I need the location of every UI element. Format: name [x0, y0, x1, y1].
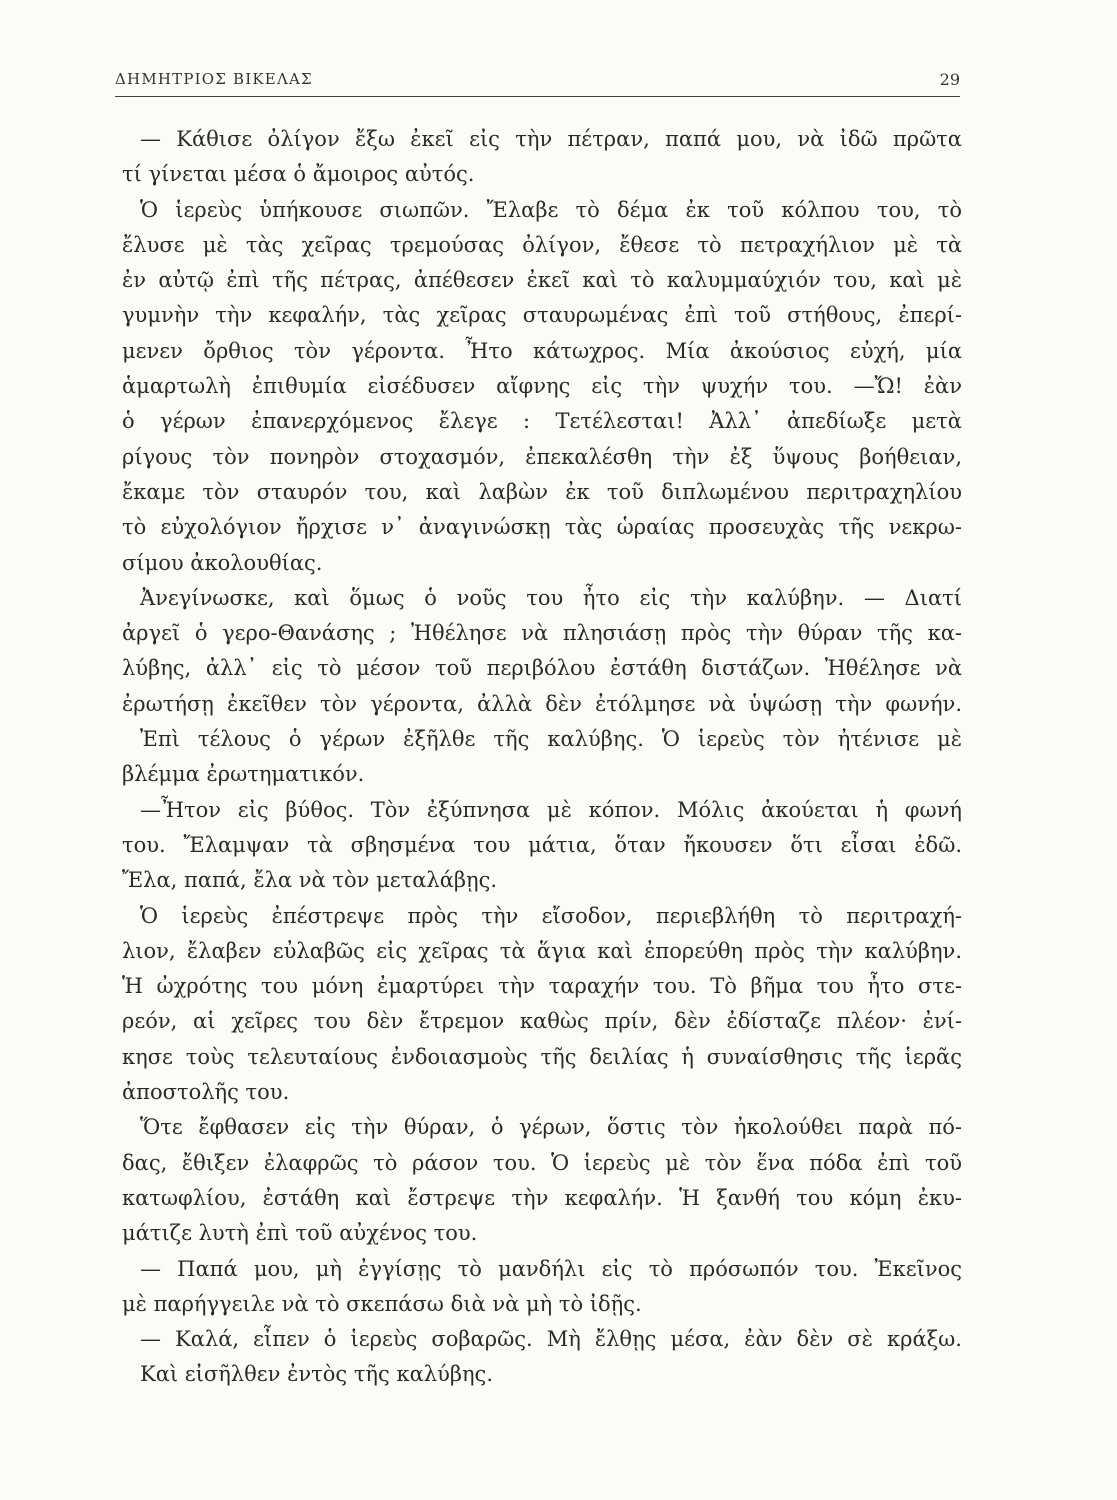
- text-line: τί γίνεται μέσα ὁ ἄμοιρος αὐτός.: [122, 162, 475, 187]
- text-line: λιον, ἔλαβεν εὐλαβῶς εἰς χεῖρας τὰ ἅγια καὶ ἐπορεύθη πρὸς τὴν καλύβην.: [122, 938, 962, 963]
- text-line: Ὅτε ἔφθασεν εἰς τὴν θύραν, ὁ γέρων, ὅστις τὸν ἠκολούθει παρὰ πό-: [140, 1115, 962, 1140]
- text-line: κατωφλίου, ἐστάθη καὶ ἔστρεψε τὴν κεφαλήν. Ἡ ξανθή του κόμη ἐκυ-: [122, 1185, 962, 1210]
- text-line: κησε τοὺς τελευταίους ἐνδοιασμοὺς τῆς δειλίας ἡ συναίσθησις τῆς ἱερᾶς: [122, 1044, 962, 1069]
- text-line: Ὁ ἱερεὺς ὑπήκουσε σιωπῶν. Ἔλαβε τὸ δέμα ἐκ τοῦ κόλπου του, τὸ: [140, 197, 962, 222]
- text-line: ἁμαρτωλὴ ἐπιθυμία εἰσέδυσεν αἴφνης εἰς τὴν ψυχήν του. —Ὤ! ἐὰν: [122, 374, 962, 399]
- text-line: βλέμμα ἐρωτηματικόν.: [122, 762, 365, 787]
- text-line: — Κάθισε ὀλίγον ἔξω ἐκεῖ εἰς τὴν πέτραν, παπά μου, νὰ ἰδῶ πρῶτα: [140, 127, 962, 151]
- body-text: [122, 122, 962, 1393]
- text-line: ἐν αὐτῷ ἐπὶ τῆς πέτρας, ἀπέθεσεν ἐκεῖ καὶ τὸ καλυμμαύχιόν του, καὶ μὲ: [122, 268, 962, 293]
- text-line: ἔκαμε τὸν σταυρόν του, καὶ λαβὼν ἐκ τοῦ διπλωμένου περιτραχηλίου: [122, 479, 962, 504]
- text-line: δας, ἔθιξεν ἐλαφρῶς τὸ ράσον του. Ὁ ἱερεὺς μὲ τὸν ἕνα πόδα ἐπὶ τοῦ: [122, 1150, 962, 1175]
- text-line: Ὁ ἱερεὺς ἐπέστρεψε πρὸς τὴν εἴσοδον, περιεβλήθη τὸ περιτραχή-: [140, 903, 962, 928]
- text-line: μάτιζε λυτὴ ἐπὶ τοῦ αὐχένος του.: [122, 1221, 478, 1246]
- header-author: ΔΗΜΗΤΡΙΟΣ ΒΙΚΕΛΑΣ: [115, 70, 313, 88]
- text-line: ὁ γέρων ἐπανερχόμενος ἔλεγε : Τετέλεσται! Ἀλλ᾽ ἀπεδίωξε μετὰ: [122, 409, 962, 434]
- text-line: ἐρωτήσῃ ἐκεῖθεν τὸν γέροντα, ἀλλὰ δὲν ἐτόλμησε νὰ ὑψώσῃ τὴν φωνήν.: [122, 691, 962, 716]
- text-line: ἀποστολῆς του.: [122, 1080, 290, 1105]
- text-line: τὸ εὐχολόγιον ἤρχισε ν᾽ ἀναγινώσκῃ τὰς ὡραίας προσευχὰς τῆς νεκρω-: [122, 515, 962, 540]
- text-line: σίμου ἀκολουθίας.: [122, 550, 323, 575]
- text-line: λύβης, ἀλλ᾽ εἰς τὸ μέσον τοῦ περιβόλου ἐστάθη διστάζων. Ἠθέλησε νὰ: [122, 656, 962, 681]
- text-line: Ἡ ὠχρότης του μόνη ἐμαρτύρει τὴν ταραχήν του. Τὸ βῆμα του ἦτο στε-: [122, 974, 962, 999]
- text-line: μενεν ὄρθιος τὸν γέροντα. Ἦτο κάτωχρος. Μία ἀκούσιος εὐχή, μία: [122, 338, 962, 363]
- text-line: ἀργεῖ ὁ γερο-Θανάσης ; Ἠθέλησε νὰ πλησιάσῃ πρὸς τὴν θύραν τῆς κα-: [122, 621, 962, 646]
- page-number: 29: [939, 70, 960, 89]
- text-line: — Παπά μου, μὴ ἐγγίσῃς τὸ μανδήλι εἰς τὸ πρόσωπόν του. Ἐκεῖνος: [140, 1256, 962, 1281]
- text-line: — Καλά, εἶπεν ὁ ἱερεὺς σοβαρῶς. Μὴ ἔλθῃς μέσα, ἐὰν δὲν σὲ κράξω.: [140, 1327, 962, 1352]
- text-line: ρεόν, αἱ χεῖρες του δὲν ἔτρεμον καθὼς πρίν, δὲν ἐδίσταζε πλέον· ἐνί-: [122, 1009, 962, 1034]
- running-header: [115, 64, 960, 98]
- text-line: Ἔλα, παπά, ἔλα νὰ τὸν μεταλάβῃς.: [122, 868, 498, 893]
- text-line: Ἐπὶ τέλους ὁ γέρων ἐξῆλθε τῆς καλύβης. Ὁ ἱερεὺς τὸν ἠτένισε μὲ: [140, 727, 962, 752]
- header-rule: [115, 96, 960, 97]
- text-line: γυμνὴν τὴν κεφαλήν, τὰς χεῖρας σταυρωμένας ἐπὶ τοῦ στήθους, ἐπερί-: [122, 303, 962, 328]
- text-line: —Ἦτον εἰς βύθος. Τὸν ἐξύπνησα μὲ κόπον. Μόλις ἀκούεται ἡ φωνή: [140, 797, 962, 822]
- text-line: ἔλυσε μὲ τὰς χεῖρας τρεμούσας ὀλίγον, ἔθεσε τὸ πετραχήλιον μὲ τὰ: [122, 232, 962, 257]
- text-line: του. Ἔλαμψαν τὰ σβησμένα του μάτια, ὅταν ἤκουσεν ὅτι εἶσαι ἐδῶ.: [122, 832, 962, 857]
- text-line: Καὶ εἰσῆλθεν ἐντὸς τῆς καλύβης.: [140, 1362, 493, 1387]
- text-line: μὲ παρήγγειλε νὰ τὸ σκεπάσω διὰ νὰ μὴ τὸ ἰδῇς.: [122, 1291, 642, 1316]
- text-line: Ἀνεγίνωσκε, καὶ ὅμως ὁ νοῦς του ἦτο εἰς τὴν καλύβην. — Διατί: [140, 585, 962, 610]
- text-line: ρίγους τὸν πονηρὸν στοχασμόν, ἐπεκαλέσθη τὴν ἐξ ὕψους βοήθειαν,: [122, 444, 962, 469]
